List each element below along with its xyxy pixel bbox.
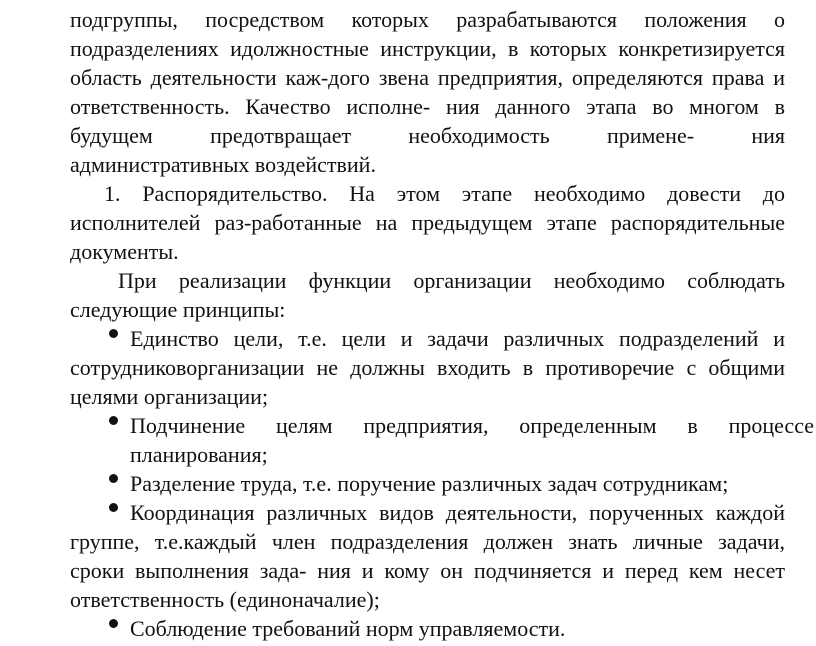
bullet-text-line: Единство цели, т.е. цели и задачи различных подразделений и — [130, 326, 785, 351]
bullet-text-line: Разделение труда, т.е. поручение различных задач сотрудникам; — [130, 471, 729, 496]
bullet-icon — [109, 416, 118, 425]
text-line: ответственность (единоначалие); — [70, 587, 380, 612]
bullet-icon — [109, 474, 118, 483]
text-line: ответственность. Качество исполне- ния данного этапа во многом в — [70, 94, 785, 119]
bullet-text-line: Соблюдение требований норм управляемости. — [130, 616, 566, 641]
text-line: область деятельности каж-дого звена предприятия, определяются права и — [70, 65, 785, 90]
bullet-icon — [109, 503, 118, 512]
text-line: подгруппы, посредством которых разрабатываются положения о — [70, 7, 785, 32]
text-line: исполнителей раз-работанные на предыдущем этапе распорядительные — [70, 210, 785, 235]
bullet-icon — [109, 329, 118, 338]
text-line: административных воздействий. — [70, 152, 376, 177]
text-line: группе, т.е.каждый член подразделения должен знать личные задачи, — [70, 529, 785, 554]
text-line: При реализации функции организации необходимо соблюдать — [118, 268, 785, 293]
text-line: целями организации; — [70, 384, 269, 409]
bullet-text-line: Подчинение целям предприятия, определенным в процессе — [130, 413, 814, 438]
bullet-text-line: Координация различных видов деятельности, порученных каждой — [130, 500, 785, 525]
text-line: подразделениях идолжностные инструкции, в которых конкретизируется — [70, 36, 785, 61]
bullet-icon — [109, 619, 118, 628]
text-line: документы. — [70, 239, 179, 264]
text-line: планирования; — [130, 442, 268, 467]
text-line: будущем предотвращает необходимость примене- ния — [70, 123, 785, 148]
numbered-item-line: 1. Распорядительство. На этом этапе необходимо довести до — [104, 181, 785, 206]
text-line: следующие принципы: — [70, 297, 286, 322]
text-line: сроки выполнения зада- ния и кому он подчиняется и перед кем несет — [70, 558, 785, 583]
text-line: сотрудниковорганизации не должны входить в противоречие с общими — [70, 355, 785, 380]
